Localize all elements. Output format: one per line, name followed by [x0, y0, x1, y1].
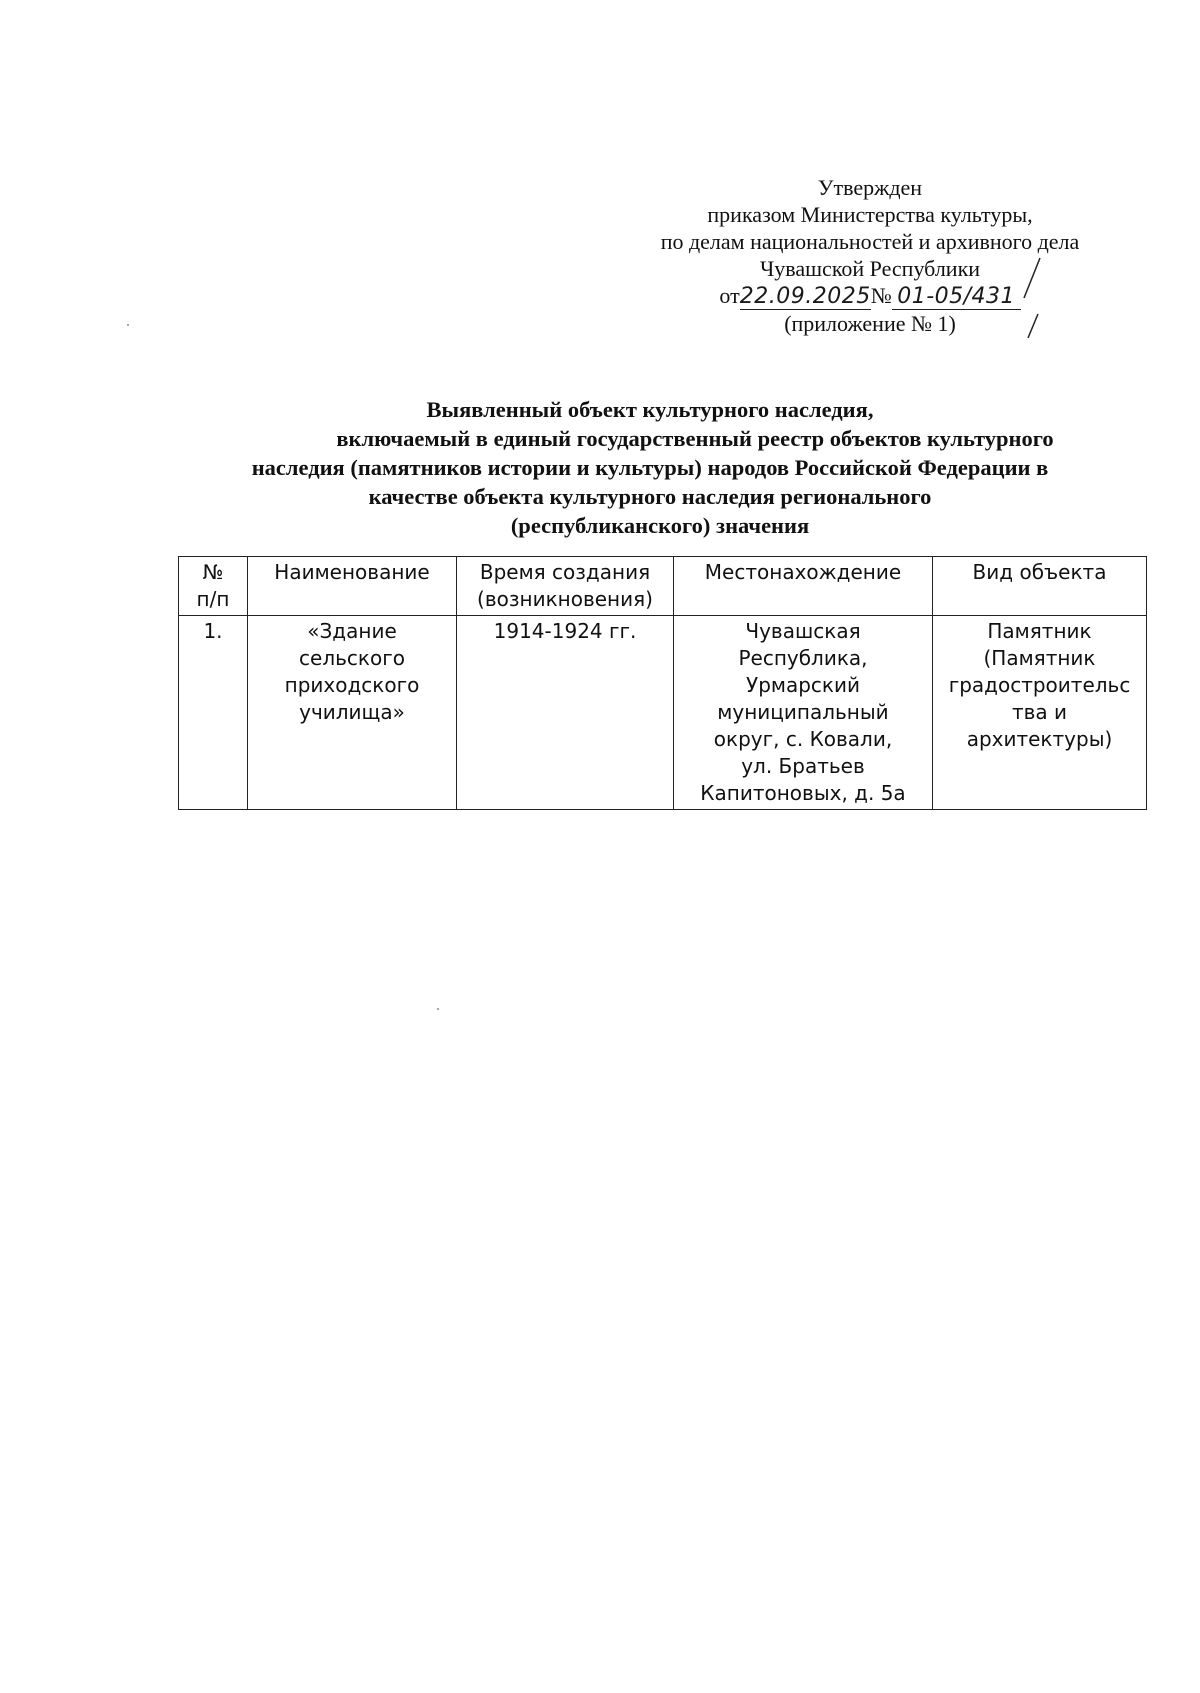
scan-speck	[127, 324, 129, 326]
cell-location-line: ул. Братьев	[741, 754, 865, 778]
approval-republic: Чувашской Республики	[759, 256, 981, 281]
order-date-field	[740, 284, 871, 310]
cell-location-line: Урмарский	[746, 673, 860, 697]
cell-location-line: муниципальный	[717, 700, 889, 724]
cell-location-line: Республика,	[738, 646, 868, 670]
header-name-line: Наименование	[274, 560, 430, 584]
cell-type-line: тва и	[1011, 700, 1068, 724]
header-type	[933, 557, 1147, 616]
header-time	[457, 557, 674, 616]
cell-name-line: приходского	[284, 673, 420, 697]
title-line-2: включаемый в единый государственный реестр объектов культурного	[336, 426, 1054, 451]
header-location	[674, 557, 933, 616]
order-number-label: №	[870, 283, 892, 308]
header-location-line: Местонахождение	[704, 560, 902, 584]
cell-name-line: сельского	[299, 646, 405, 670]
cell-location	[674, 616, 933, 810]
table-header-row	[179, 557, 1147, 616]
header-time-line: (возникновения)	[477, 587, 653, 611]
header-name	[248, 557, 457, 616]
cell-number: 1.	[179, 616, 248, 810]
header-number-line: п/п	[196, 587, 230, 611]
cell-type-line: градостроительс	[948, 673, 1131, 697]
cell-time: 1914-1924 гг.	[457, 616, 674, 810]
order-date: 22.09.2025	[739, 284, 871, 309]
registry-table	[178, 556, 1147, 810]
document-title	[180, 395, 1120, 540]
cell-name	[248, 616, 457, 810]
scan-speck	[437, 1008, 439, 1010]
header-time-line: Время создания	[479, 560, 651, 584]
cell-location-line: Капитоновых, д. 5а	[700, 781, 906, 805]
order-number-field	[892, 284, 1021, 310]
title-line-4: качестве объекта культурного наследия регионального	[368, 484, 932, 509]
order-number: 01-05/431	[897, 284, 1016, 309]
approval-ministry: приказом Министерства культуры,	[707, 202, 1033, 227]
approval-block	[600, 174, 1140, 337]
title-line-1: Выявленный объект культурного наследия,	[426, 397, 874, 422]
cell-type-line: Памятник	[987, 619, 1092, 643]
cell-type	[933, 616, 1147, 810]
order-line	[600, 282, 1140, 310]
approval-ministry-cont: по делам национальностей и архивного дела	[660, 229, 1080, 254]
approval-title: Утвержден	[817, 175, 923, 200]
header-number	[179, 557, 248, 616]
order-from-label: от	[719, 283, 740, 308]
cell-name-line: училища»	[299, 700, 405, 724]
cell-location-line: округ, с. Ковали,	[713, 727, 893, 751]
signature-stroke-icon	[1012, 254, 1052, 344]
cell-type-line: (Памятник	[983, 646, 1096, 670]
header-number-line: №	[202, 560, 224, 584]
cell-name-line: «Здание	[307, 619, 397, 643]
cell-location-line: Чувашская	[745, 619, 861, 643]
title-line-5: (республиканского) значения	[510, 513, 810, 538]
cell-type-line: архитектуры)	[966, 727, 1113, 751]
appendix-label: (приложение № 1)	[784, 311, 956, 336]
table-row	[179, 616, 1147, 810]
title-line-3: наследия (памятников истории и культуры) народов Российской Федерации в	[251, 455, 1049, 480]
header-type-line: Вид объекта	[972, 560, 1107, 584]
